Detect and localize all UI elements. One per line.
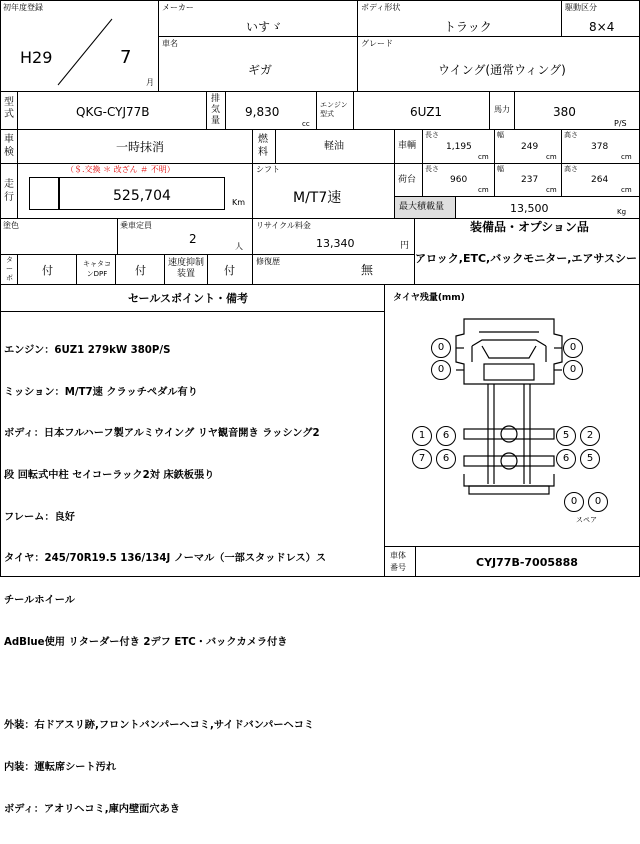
mileage-unit: Km: [232, 198, 246, 207]
month-unit: 月: [146, 78, 154, 87]
drive-label: 駆動区分: [565, 3, 597, 12]
mileage-mark-box: [29, 177, 59, 210]
sales-note-line: AdBlue使用 リターダー付き 2デフ ETC・バックカメラ付き: [4, 636, 288, 648]
tire-rear-left-inner-1: 6: [436, 426, 456, 446]
hp-unit: P/S: [614, 119, 627, 128]
sales-note-line: チールホイール: [4, 595, 75, 607]
tire-rear-left-outer-2: 7: [412, 449, 432, 469]
cargo-length-label: 長さ: [425, 165, 439, 173]
type-value: QKG-CYJ77B: [76, 105, 150, 119]
tire-rear-right-inner-2: 6: [556, 449, 576, 469]
tire-front-right-1: 0: [563, 338, 583, 358]
sales-note-line: 外装：右ドアスリ跡,フロントバンパーヘコミ,サイドバンパーヘコミ: [4, 720, 315, 732]
type-label: 型式: [4, 97, 14, 120]
hp-value: 380: [553, 105, 576, 119]
tire-panel-title: タイヤ残量(mm): [393, 293, 465, 303]
equipment-value: アロック,ETC,バックモニター,エアサスシー: [415, 252, 637, 265]
maker-label: メーカー: [162, 3, 194, 12]
cargo-width-label: 幅: [497, 165, 504, 173]
sales-note-line: ボディ：日本フルハーフ製アルミウイング リヤ観音開き ラッシング2: [4, 428, 320, 440]
sales-note-line: ミッション：M/T7速 クラッチペダル有り: [4, 386, 198, 398]
vehicle-height-value: 378: [591, 142, 609, 152]
vehicle-height-unit: cm: [621, 153, 632, 161]
vehicle-height-label: 高さ: [564, 131, 578, 139]
repair-value: 無: [361, 263, 374, 277]
capacity-unit: 人: [235, 242, 243, 251]
sales-note-line: ボディ：アオリヘコミ,庫内壁面穴あき: [4, 803, 180, 815]
cargo-width-value: 237: [521, 175, 539, 185]
first-registration-label: 初年度登録: [3, 3, 43, 12]
fuel-label: 燃料: [258, 134, 268, 158]
recycle-value: 13,340: [316, 237, 355, 250]
first-registration-era: H29: [20, 48, 53, 67]
recycle-unit: 円: [400, 241, 410, 251]
sales-note-line: [4, 678, 382, 692]
vehicle-width-unit: cm: [546, 153, 557, 161]
tire-rear-right-inner-1: 5: [556, 426, 576, 446]
turbo-value: 付: [42, 264, 53, 277]
sales-note-line: フレーム：良好: [4, 511, 75, 523]
vehicle-length-value: 1,195: [446, 142, 472, 152]
max-load-label: 最大積載量: [399, 202, 445, 212]
vin-label: 車体番号: [390, 551, 406, 572]
cargo-width-unit: cm: [546, 186, 557, 194]
displacement-label: 排気量: [211, 94, 221, 126]
drive-value: 8×4: [589, 20, 615, 34]
equipment-title: 装備品・オプション品: [470, 220, 589, 234]
tire-front-left-2: 0: [431, 360, 451, 380]
sales-note-line: 内装：運転席シート汚れ: [4, 761, 117, 773]
shift-label: シフト: [256, 165, 280, 174]
displacement-unit: cc: [302, 120, 310, 128]
sales-note-line: 段 回転式中柱 セイコーラック2対 床鉄板張り: [4, 469, 215, 481]
max-load-unit: Kg: [617, 208, 627, 216]
grade-label: グレード: [361, 39, 393, 48]
vehicle-width-label: 幅: [497, 131, 504, 139]
model-value: ギガ: [248, 63, 273, 77]
cargo-height-label: 高さ: [564, 165, 578, 173]
shift-value: M/T7速: [293, 190, 342, 206]
sales-notes: [4, 316, 382, 844]
hp-label: 馬力: [494, 105, 510, 114]
engine-value: 6UZ1: [410, 105, 443, 119]
model-label: 車名: [162, 39, 178, 48]
sales-note-line: エンジン：6UZ1 279kW 380P/S: [4, 344, 171, 356]
displacement-value: 9,830: [245, 105, 280, 119]
limiter-value: 付: [224, 264, 235, 277]
vehicle-dims-label: 車輌: [398, 141, 417, 151]
inspection-label: 車検: [4, 134, 14, 158]
mileage-note: （＄.交換 ＊ 改ざん ＃ 不明）: [66, 165, 175, 174]
first-registration-month: 7: [120, 47, 132, 68]
sales-points-title: セールスポイント・備考: [128, 292, 249, 305]
turbo-label: ターボ: [6, 256, 13, 282]
cargo-height-unit: cm: [621, 186, 632, 194]
repair-label: 修復歴: [256, 257, 280, 266]
tire-rear-left-inner-2: 6: [436, 449, 456, 469]
cargo-label: 荷台: [398, 175, 417, 185]
tire-front-right-2: 0: [563, 360, 583, 380]
sales-note-line: タイヤ：245/70R19.5 136/134J ノーマル（一部スタッドレス）ス: [4, 553, 327, 565]
dpf-label: キャタコンDPF: [83, 260, 111, 278]
vin-value: CYJ77B-7005888: [476, 556, 578, 569]
cargo-length-value: 960: [450, 175, 468, 185]
mileage-value: 525,704: [113, 188, 171, 204]
vehicle-width-value: 249: [521, 142, 539, 152]
recycle-label: リサイクル料金: [256, 221, 311, 230]
registration-divider-slash: [55, 17, 115, 87]
max-load-value: 13,500: [510, 202, 549, 215]
mileage-label: 走行: [4, 179, 14, 203]
capacity-value: 2: [189, 232, 197, 246]
tire-front-left-1: 0: [431, 338, 451, 358]
tire-rear-right-outer-1: 2: [580, 426, 600, 446]
cargo-height-value: 264: [591, 175, 609, 185]
spare-label: スペア: [576, 516, 597, 524]
dpf-value: 付: [135, 264, 146, 277]
capacity-label: 乗車定員: [120, 221, 152, 230]
fuel-value: 軽油: [324, 141, 344, 152]
body-type-label: ボディ形状: [361, 3, 401, 12]
grade-value: ウイング(通常ウィング): [438, 63, 566, 77]
body-type-value: トラック: [444, 20, 492, 34]
tire-spare-2: 0: [588, 492, 608, 512]
inspection-value: 一時抹消: [116, 140, 165, 154]
limiter-label: 速度抑制装置: [167, 258, 204, 279]
tire-rear-right-outer-2: 5: [580, 449, 600, 469]
maker-value: いすゞ: [246, 20, 283, 34]
engine-label: エンジン型式: [320, 101, 348, 118]
vehicle-length-label: 長さ: [425, 131, 439, 139]
cargo-length-unit: cm: [478, 186, 489, 194]
vehicle-length-unit: cm: [478, 153, 489, 161]
color-label: 塗色: [3, 221, 19, 230]
tire-spare-1: 0: [564, 492, 584, 512]
tire-rear-left-outer-1: 1: [412, 426, 432, 446]
